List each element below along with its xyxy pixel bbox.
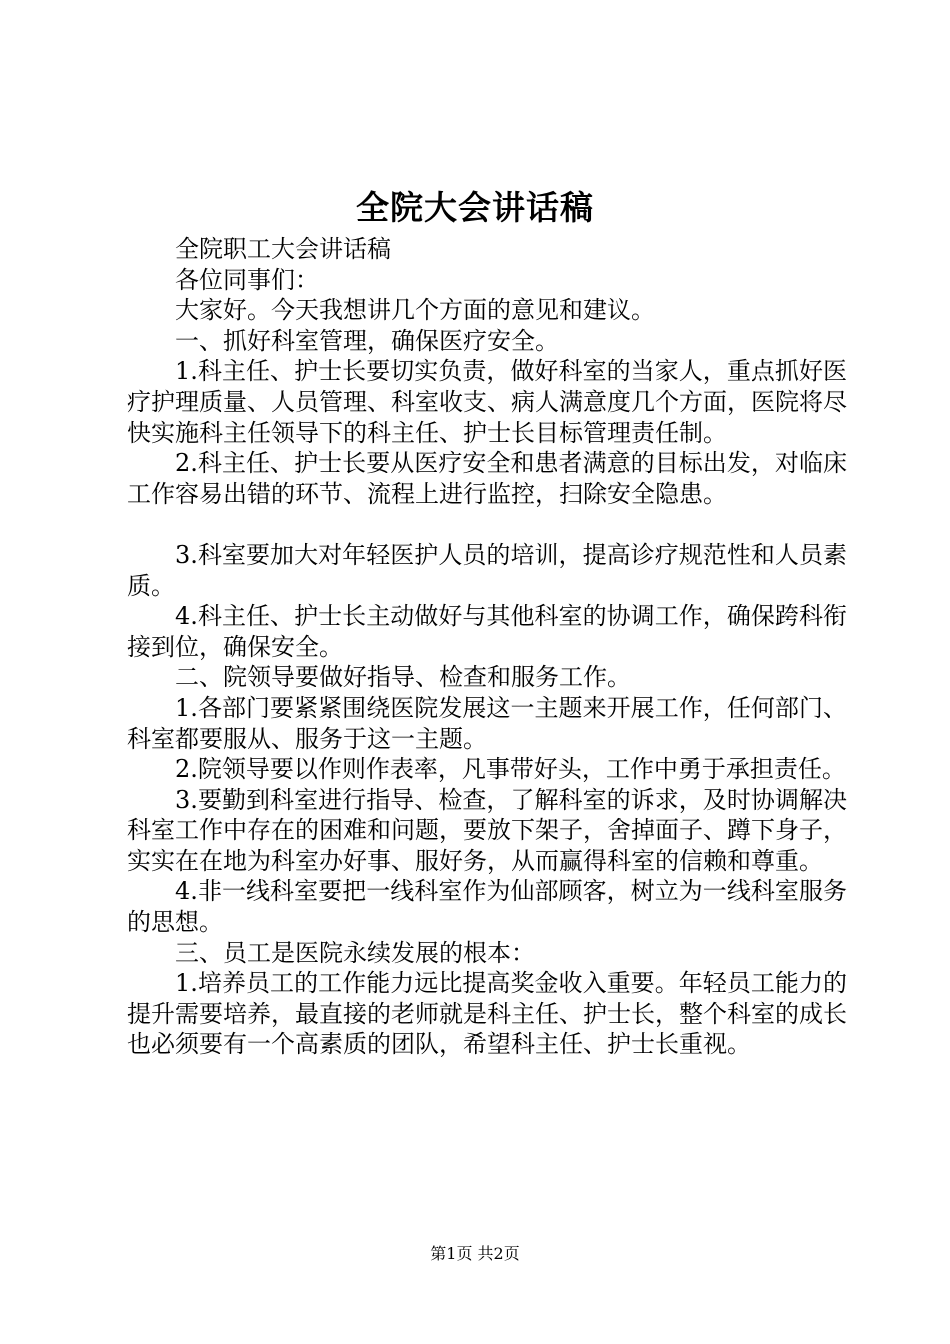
paragraph: 二、院领导要做好指导、检查和服务工作。 (175, 663, 631, 692)
paragraph: 各位同事们： (175, 265, 319, 294)
paragraph: 3.要勤到科室进行指导、检查，了解科室的诉求，及时协调解决科室工作中存在的困难和问题，要放下架子，舍掉面子、蹲下身子，实实在在地为科室办好事、服好务，从而赢得科室的信赖和尊重。 (127, 785, 847, 875)
paragraph: 一、抓好科室管理，确保医疗安全。 (175, 326, 559, 355)
paragraph: 全院职工大会讲话稿 (175, 235, 391, 263)
paragraph: 2.院领导要以作则作表率，凡事带好头，工作中勇于承担责任。 (175, 755, 846, 784)
paragraph: 4.非一线科室要把一线科室作为仙部顾客，树立为一线科室服务的思想。 (127, 877, 847, 937)
paragraph: 3.科室要加大对年轻医护人员的培训，提高诊疗规范性和人员素质。 (127, 540, 847, 600)
paragraph: 1.科主任、护士长要切实负责，做好科室的当家人，重点抓好医疗护理质量、人员管理、科室收支、病人满意度几个方面，医院将尽快实施科主任领导下的科主任、护士长目标管理责任制。 (127, 357, 847, 447)
paragraph: 三、员工是医院永续发展的根本： (175, 938, 535, 967)
paragraph: 1.各部门要紧紧围绕医院发展这一主题来开展工作，任何部门、科室都要服从、服务于这一主题。 (127, 693, 847, 753)
paragraph: 4.科主任、护士长主动做好与其他科室的协调工作，确保跨科衔接到位，确保安全。 (127, 602, 847, 661)
document-body (127, 234, 847, 1060)
page-indicator: 第1页 共2页 (430, 1244, 520, 1263)
document-title: 全院大会讲话稿 (356, 188, 594, 227)
paragraph: 大家好。今天我想讲几个方面的意见和建议。 (175, 296, 655, 325)
paragraph: 2.科主任、护士长要从医疗安全和患者满意的目标出发，对临床工作容易出错的环节、流程上进行监控，扫除安全隐患。 (127, 449, 847, 508)
paragraph: 1.培养员工的工作能力远比提高奖金收入重要。年轻员工能力的提升需要培养，最直接的老师就是科主任、护士长，整个科室的成长也必须要有一个高素质的团队，希望科主任、护士长重视。 (127, 969, 847, 1059)
